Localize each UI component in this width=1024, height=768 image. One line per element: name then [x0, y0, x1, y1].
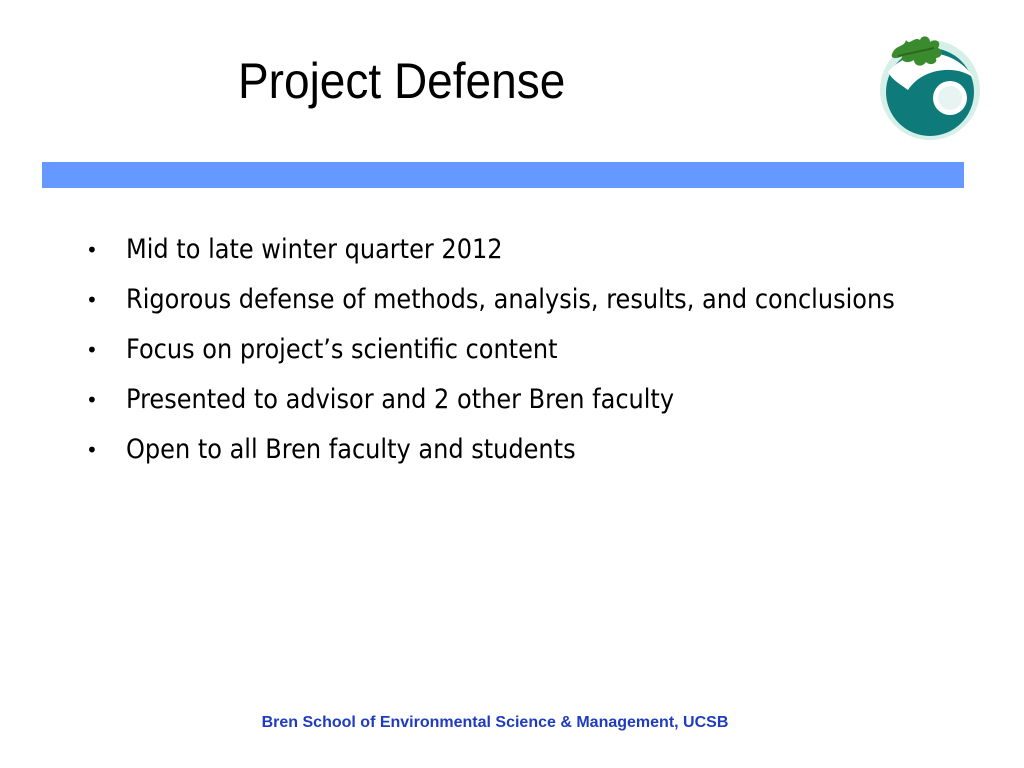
bullet-item: [84, 430, 934, 470]
bullet-item: [84, 280, 934, 320]
bullet-text: Open to all Bren faculty and students: [126, 434, 576, 465]
bullet-text: Focus on project’s scientific content: [126, 334, 558, 365]
slide-footer: Bren School of Environmental Science & Management, UCSB: [261, 714, 729, 731]
bullet-dot-icon: •: [86, 338, 98, 362]
bullet-dot-icon: •: [86, 388, 98, 412]
bullet-item: [84, 330, 934, 370]
title-rule-bar: [42, 162, 964, 188]
bullet-dot-icon: •: [86, 438, 98, 462]
slide-title: Project Defense: [238, 53, 566, 109]
bullet-dot-icon: •: [86, 288, 98, 312]
bullet-item: [84, 380, 934, 420]
bullet-list: [84, 230, 934, 480]
bren-school-logo-icon: [878, 24, 984, 144]
bullet-text: Presented to advisor and 2 other Bren faculty: [126, 384, 675, 415]
bullet-text: Rigorous defense of methods, analysis, results, and conclusions: [126, 284, 895, 315]
bullet-text: Mid to late winter quarter 2012: [126, 234, 503, 265]
bullet-item: [84, 230, 934, 270]
bullet-dot-icon: •: [86, 238, 98, 262]
